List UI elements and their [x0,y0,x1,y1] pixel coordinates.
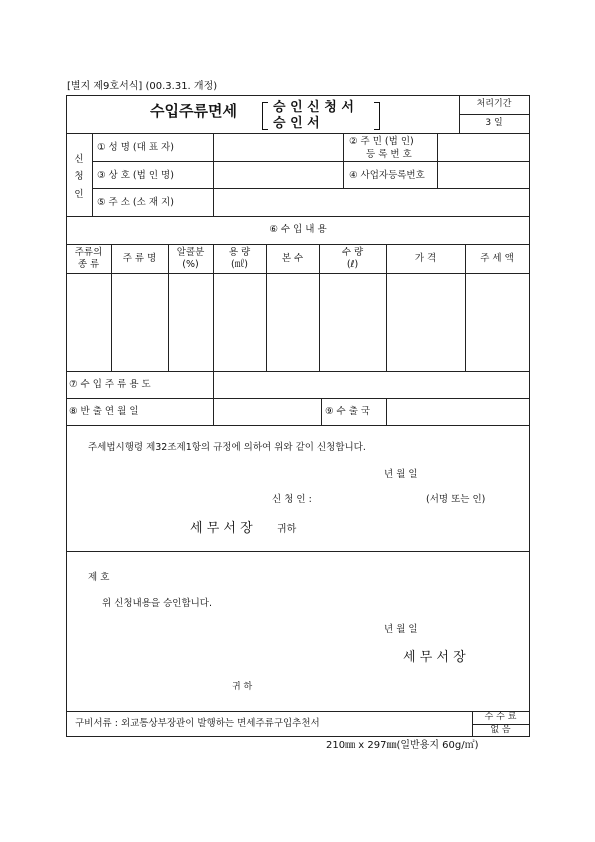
paper-size-note: 210㎜ x 297㎜(일반용지 60g/㎡) [326,740,479,751]
approval-date: 년 월 일 [384,624,418,635]
approval-statement: 위 신청내용을 승인합니다. [102,598,213,609]
required-documents: 구비서류 : 외교통상부장관이 발행하는 면세주류구입추천서 [75,718,320,729]
col-quantity-2: (ℓ) [346,259,359,270]
col-volume-2: (㎖) [231,259,248,270]
id-number-label-1: ② 주 민 (법 인) [349,136,414,147]
id-number-field[interactable] [438,134,528,160]
col-price: 가 격 [414,253,437,264]
name-field[interactable] [214,134,342,160]
id-number-label-2: 등 록 번 호 [366,149,412,160]
import-details-title: ⑥ 수 입 내 용 [269,224,327,235]
applicant-label-2: 청 [74,171,84,182]
application-statement: 주세법시행령 제32조제1항의 규정에 의하여 위와 같이 신청합니다. [88,442,366,453]
col-liquor-name: 주 류 명 [122,253,157,264]
col-quantity-1: 수 량 [341,247,364,258]
signature-note: (서명 또는 인) [426,494,486,505]
name-label: ① 성 명 (대 표 자) [97,142,174,153]
approval-honorific: 귀 하 [232,682,253,692]
address-field[interactable] [214,189,528,215]
business-reg-field[interactable] [438,162,528,187]
processing-period-value: 3 일 [485,118,503,128]
applicant-label-1: 신 [74,154,84,165]
col-tax: 주 세 액 [480,253,514,264]
title-option-approval: 승 인 서 [273,116,320,131]
fee-value: 없 음 [490,725,511,735]
frame-bottom [66,736,530,737]
frame-top [66,95,530,96]
title-option-application: 승 인 신 청 서 [273,100,354,115]
usage-label: ⑦ 수 입 주 류 용 도 [69,379,151,390]
tax-office-head: 세 무 서 장 [190,521,253,536]
import-details-body[interactable] [67,274,529,370]
col-volume-1: 용 량 [228,247,251,258]
address-label: ⑤ 주 소 (소 재 지) [97,197,174,208]
shipment-date-label: ⑧ 반 출 연 월 일 [69,406,139,417]
approval-authority: 세 무 서 장 [403,650,466,665]
application-date: 년 월 일 [384,469,418,480]
export-country-label: ⑨ 수 출 국 [325,406,371,417]
form-reference: [별지 제9호서식] (00.3.31. 개정) [67,81,218,92]
business-reg-label: ④ 사업자등록번호 [349,170,425,181]
company-name-label: ③ 상 호 (법 인 명) [97,170,174,181]
col-alcohol-1: 알콜분 [176,247,205,258]
col-bottles: 본 수 [281,253,304,264]
col-liquor-type-2: 종 류 [77,259,100,270]
form-title: 수입주류면세 [150,102,237,120]
applicant-label-3: 인 [74,189,84,200]
processing-period-label: 처리기간 [476,99,512,109]
fee-label: 수 수 료 [484,712,517,722]
applicant-sign-label: 신 청 인 : [272,494,312,505]
recipient-honorific: 귀하 [277,524,297,535]
shipment-date-field[interactable] [214,399,320,424]
col-liquor-type-1: 주류의 [74,247,103,258]
left-bracket [262,102,268,130]
export-country-field[interactable] [387,399,528,424]
col-alcohol-2: (%) [182,259,199,270]
approval-number-label: 제 호 [88,572,110,583]
usage-field[interactable] [214,372,528,397]
company-name-field[interactable] [214,162,342,187]
right-bracket [374,102,380,130]
frame-right [529,95,530,736]
